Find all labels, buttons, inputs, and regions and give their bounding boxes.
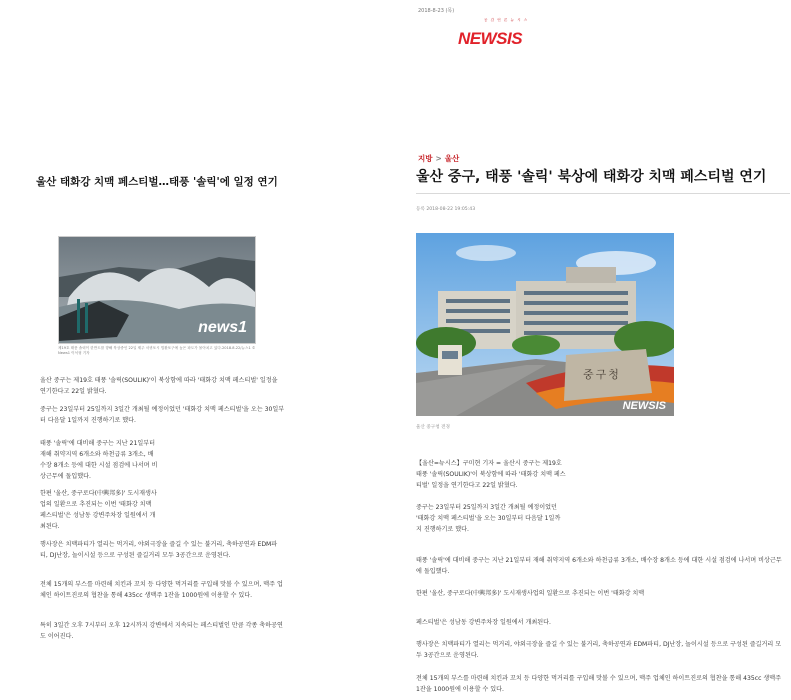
breadcrumb-separator: >: [435, 154, 442, 163]
paragraph: 중구는 23일부터 25일까지 3일간 개최될 예정이었던 '태화강 치맥 페스티벌'을 오는 30일부터 다음달 1일까지 진행하기로 했다.: [40, 406, 285, 424]
paragraph: 페스티벌'은 성남동 강변주차장 일원에서 개최된다.: [416, 619, 551, 626]
article-headline: 울산 태화강 치맥 페스티벌…태풍 '솔릭'에 일정 연기: [36, 176, 278, 188]
breadcrumb: [418, 153, 459, 164]
paragraph: 태풍 '솔릭'에 대비해 중구는 지난 21일부터 재해 취약지역 6개소와 하천급류 3개소, 배수장 8개소 등에 대한 시설 점검에 나서며 비상근무에 돌입했다.: [416, 557, 782, 576]
city-hall-image: [416, 233, 674, 416]
paragraph: 태풍 '솔릭'에 대비해 중구는 지난 21일부터 재해 취약지역 6개소와 하천급류 3개소, 배수장 8개소 등에 대한 시설 점검에 나서며 비상근무에 돌입했다.: [40, 440, 158, 480]
paragraph: 전체 15개의 부스를 마련해 치킨과 꼬치 등 다양한 먹거리를 구입해 맛볼 수 있으며, 맥주 업체인 하이트진로의 협찬을 통해 435cc 생맥주 1잔을 1000원에 이용할 수 있다.: [40, 581, 283, 599]
paragraph: 특히 3일간 오후 7시부터 오후 12시까지 강변에서 지속되는 페스티벌인 만큼 각종 축하공연도 이어진다.: [40, 622, 283, 640]
breadcrumb-section: 지방: [418, 154, 433, 163]
breadcrumb-subsection: 울산: [444, 154, 460, 163]
divider: [416, 193, 790, 194]
city-hall-sign-text: 중구청: [583, 368, 621, 381]
paragraph: 【울산=뉴시스】구미현 기자 = 울산시 중구는 제19호 태풍 '솔릭(SOULIK)'이 북상함에 따라 '태화강 치맥 페스티벌' 일정을 연기한다고 22일 밝혔다.: [416, 460, 566, 490]
newsis-photo-watermark: NEWSIS: [622, 400, 666, 412]
news1-watermark: news1: [198, 319, 247, 336]
city-hall-photo: [416, 233, 674, 416]
print-date: 2018-8-23 (목): [418, 8, 455, 14]
right-clipping: [406, 0, 791, 700]
registered-timestamp: 등록 2018-08-22 19:05:43: [416, 207, 476, 212]
storm-photo: [58, 236, 256, 344]
photo-caption: 제19호 태풍 솔릭이 한반도를 향해 북상중인 22일 제주 서귀포시 법환포구에 높은 파도가 몰아치고 있다.2018.8.22/뉴스1 © News1 이석형 기자: [58, 346, 256, 355]
article-headline: 울산 중구, 태풍 '솔릭' 북상에 태화강 치맥 페스티벌 연기: [416, 169, 767, 185]
newsis-logo: NEWSIS: [458, 29, 523, 48]
paragraph: 전체 15개의 부스를 마련해 치킨과 꼬치 등 다양한 먹거리를 구입해 맛볼 수 있으며, 맥주 업체인 하이트진로의 협찬을 통해 435cc 생맥주 1잔을 1000원에 이용할 수 있다.: [416, 675, 782, 694]
paragraph: 울산 중구는 제19호 태풍 '솔릭(SOULIK)'이 북상함에 따라 '태화강 치맥 페스티벌' 일정을 연기한다고 22일 밝혔다.: [40, 377, 278, 395]
paragraph: 행사장은 치맥파티가 열리는 먹거리, 야외극장을 즐길 수 있는 불거리, 축하공연과 EDM파티, DJ난장, 놀이시설 등으로 구성된 즐길거리 모두 3공간으로 운영된다.: [40, 541, 278, 559]
paragraph: 한편 '울산, 중구로다(中興邦多)' 도시재생사업의 일환으로 추진되는 이번 '태화강 치맥: [416, 590, 645, 597]
newsis-tagline: 공 감 언 론 뉴 시 스: [484, 18, 529, 22]
left-clipping: [0, 0, 395, 700]
paragraph: 중구는 23일부터 25일까지 3일간 개최될 예정이었던 '태화강 치맥 페스티벌'을 오는 30일부터 다음달 1일까지 진행하기로 했다.: [416, 504, 561, 534]
photo-caption: 울산 중구청 전경: [416, 425, 450, 430]
paragraph: 행사장은 치맥파티가 열리는 먹거리, 야외극장을 즐길 수 있는 불거리, 축하공연과 EDM파티, DJ난장, 놀이시설 등으로 구성된 즐길거리 모두 3공간으로 운영된다.: [416, 641, 782, 660]
paragraph: 한편 '울산, 중구로다(中興邦多)' 도시재생사업의 일환으로 추진되는 이번 '태화강 치맥 페스티벌'은 성남동 강변주차장 일원에서 개최된다.: [40, 490, 157, 530]
